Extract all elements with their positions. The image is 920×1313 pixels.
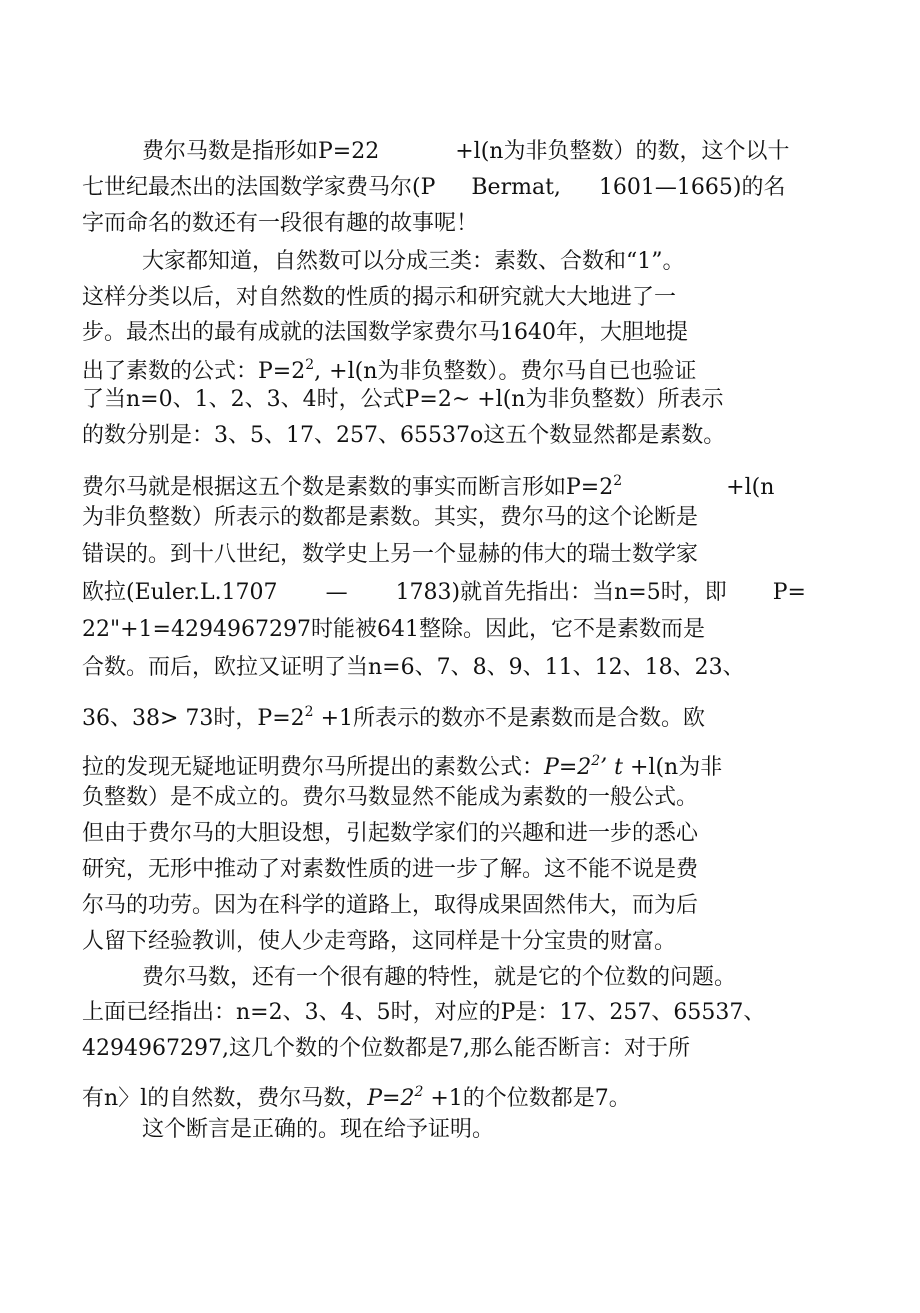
formula-text: ’ t (600, 755, 623, 780)
line-text: 出了素数的公式：P=2 (82, 359, 306, 384)
line-text: 费尔马数，还有一个很有趣的特性，就是它的个位数的问题。 (142, 965, 737, 990)
line-text: 合数。而后，欧拉又证明了当n=6、7、8、9、11、12、18、23、 (82, 655, 745, 680)
line-text: 1601—1665)的名 (598, 175, 786, 200)
text-line-23 (142, 963, 736, 993)
line-text: 费尔马就是根据这五个数是素数的事实而断言形如P=2 (82, 475, 614, 500)
line-text: 4294967297,这几个数的个位数都是7,那么能否断言：对于所 (82, 1036, 690, 1061)
text-line-12 (82, 540, 698, 570)
line-text: +l(n为非 (623, 755, 723, 780)
line-text: 七世纪最杰出的法国数学家费马尔(P (82, 175, 436, 200)
text-line-24 (82, 998, 765, 1028)
text-line-17 (82, 746, 723, 780)
line-text: +l(n为非负整数）。费尔马自已也验证 (329, 359, 697, 384)
text-line-8 (82, 385, 723, 415)
line-text: 费尔马数是指形如P=22 (142, 139, 380, 164)
text-line-18 (82, 783, 698, 813)
text-line-22 (82, 927, 676, 957)
line-text: 36、38> 73时，P=2 (82, 706, 305, 731)
line-text: +1所表示的数亦不是素数而是合数。欧 (313, 706, 706, 731)
line-text: 有n〉l的自然数，费尔马数， (82, 1086, 368, 1111)
line-text: 这样分类以后，对自然数的性质的揭示和研究就大大地进了一 (82, 285, 677, 310)
line-text: 负整数）是不成立的。费尔马数显然不能成为素数的一般公式。 (82, 785, 699, 810)
line-text: 错误的。到十八世纪，数学史上另一个显赫的伟大的瑞士数学家 (82, 542, 699, 567)
line-text: 字而命名的数还有一段很有趣的故事呢！ (82, 211, 479, 236)
line-text: 1783)就首先指出：当n=5时，即 (395, 580, 727, 605)
formula-text: P=2 (367, 1086, 415, 1111)
line-text: 但由于费尔马的大胆设想，引起数学家们的兴趣和进一步的悉心 (82, 821, 699, 846)
line-text: 22"+1=4294967297时能被641整除。因此，它不是素数而是 (82, 617, 705, 642)
line-text: +1的个位数都是7。 (423, 1086, 631, 1111)
exponent: 2 (613, 473, 623, 489)
text-line-26 (82, 1077, 631, 1111)
text-line-3 (82, 209, 478, 239)
line-text: 研究，无形中推动了对素数性质的进一步了解。这不能不说是费 (82, 857, 699, 882)
text-line-27 (142, 1115, 494, 1145)
line-text: P= (772, 580, 806, 605)
line-text: 人留下经验教训，使人少走弯路，这同样是十分宝贵的财富。 (82, 929, 677, 954)
line-text: +l(n (726, 475, 775, 500)
text-line-10 (82, 466, 775, 500)
line-text: 尔马的功劳。因为在科学的道路上，取得成果固然伟大，而为后 (82, 893, 699, 918)
line-text: , (314, 359, 322, 384)
text-line-11 (82, 503, 698, 533)
text-line-16 (82, 697, 706, 731)
line-text: 了当n=0、1、2、3、4时，公式P=2~ +l(n为非负整数）所表示 (82, 387, 724, 412)
text-line-2 (82, 173, 785, 203)
exponent: 2 (304, 704, 314, 720)
formula-text: P=2 (544, 755, 592, 780)
line-text: 大家都知道，自然数可以分成三类：素数、合数和“1”。 (142, 249, 685, 274)
text-line-19 (82, 819, 698, 849)
text-line-25 (82, 1034, 690, 1064)
text-line-14 (82, 615, 705, 645)
exponent: 2 (305, 357, 315, 373)
text-line-6 (82, 318, 688, 348)
exponent: 2 (591, 753, 601, 769)
line-text: — (325, 580, 348, 605)
text-line-15 (82, 653, 745, 683)
line-text: +l(n为非负整数）的数，这个以十 (455, 139, 790, 164)
text-line-5 (82, 283, 676, 313)
text-line-21 (82, 891, 698, 921)
line-text: 拉的发现无疑地证明费尔马所提出的素数公式： (82, 755, 545, 780)
text-line-13 (82, 578, 806, 608)
text-line-9 (82, 421, 725, 451)
line-text: 这个断言是正确的。现在给予证明。 (142, 1117, 495, 1142)
line-text: 的数分别是：3、5、17、257、65537o这五个数显然都是素数。 (82, 423, 726, 448)
line-text: 上面已经指出：n=2、3、4、5时，对应的P是：17、257、65537、 (82, 1000, 766, 1025)
exponent: 2 (414, 1084, 424, 1100)
text-line-4 (142, 247, 685, 277)
line-text: 为非负整数）所表示的数都是素数。其实，费尔马的这个论断是 (82, 505, 699, 530)
text-line-20 (82, 855, 698, 885)
text-line-1 (142, 137, 789, 167)
line-text: Bermat, (471, 175, 561, 200)
line-text: 步。最杰出的最有成就的法国数学家费尔马1640年，大胆地提 (82, 320, 688, 345)
line-text: 欧拉(Euler.L.1707 (82, 580, 278, 605)
text-line-7 (82, 350, 697, 384)
